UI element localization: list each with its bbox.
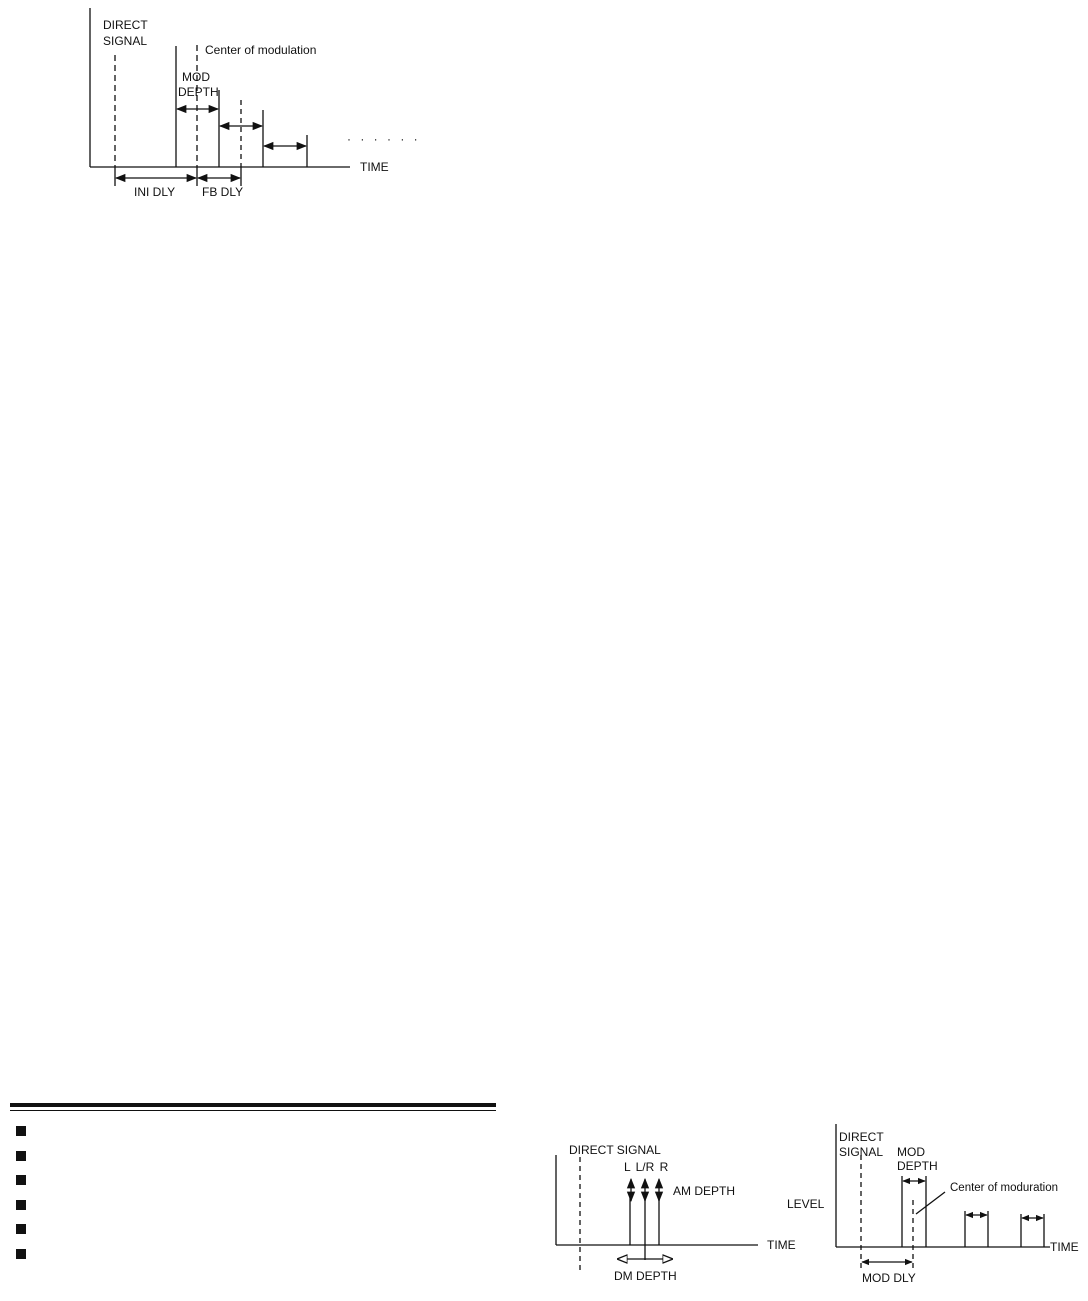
section-rule-thick — [10, 1103, 496, 1107]
mod-depth-label-1: MOD — [182, 70, 210, 84]
level-label: LEVEL — [787, 1197, 825, 1211]
direct-signal-label-2: SIGNAL — [103, 34, 148, 48]
bullet-square — [16, 1200, 26, 1210]
section-rule-thin — [10, 1110, 496, 1111]
section-rule — [10, 1103, 496, 1111]
center-pointer — [916, 1192, 945, 1214]
time-label: TIME — [1050, 1240, 1079, 1254]
direct-signal-label-1: DIRECT — [103, 18, 148, 32]
time-label: TIME — [767, 1238, 796, 1252]
bullet-square — [16, 1224, 26, 1234]
direct-signal-label-1: DIRECT — [839, 1130, 884, 1144]
bullet-square — [16, 1151, 26, 1161]
center-of-moduration-label: Center of moduration — [950, 1182, 1059, 1194]
direct-signal-label-2: SIGNAL — [839, 1145, 884, 1159]
ini-dly-label: INI DLY — [134, 185, 176, 199]
bullet-square — [16, 1249, 26, 1259]
direct-signal-label: DIRECT SIGNAL — [569, 1143, 661, 1157]
mod-dly-label: MOD DLY — [862, 1271, 916, 1285]
fb-dly-label: FB DLY — [202, 185, 244, 199]
center-of-modulation-label: Center of modulation — [205, 43, 317, 57]
bullet-square — [16, 1175, 26, 1185]
continuation-dots: · · · · · · — [347, 132, 421, 146]
mod-depth-label-2: DEPTH — [897, 1159, 938, 1173]
bullet-list — [16, 1126, 26, 1273]
am-depth-label: AM DEPTH — [673, 1184, 736, 1198]
mod-depth-label-1: MOD — [897, 1145, 925, 1159]
channel-labels: L L/R R — [624, 1160, 669, 1174]
dm-depth-label: DM DEPTH — [614, 1269, 677, 1283]
bullet-square — [16, 1126, 26, 1136]
mod-depth-label-2: DEPTH — [178, 85, 219, 99]
time-label: TIME — [360, 160, 389, 174]
